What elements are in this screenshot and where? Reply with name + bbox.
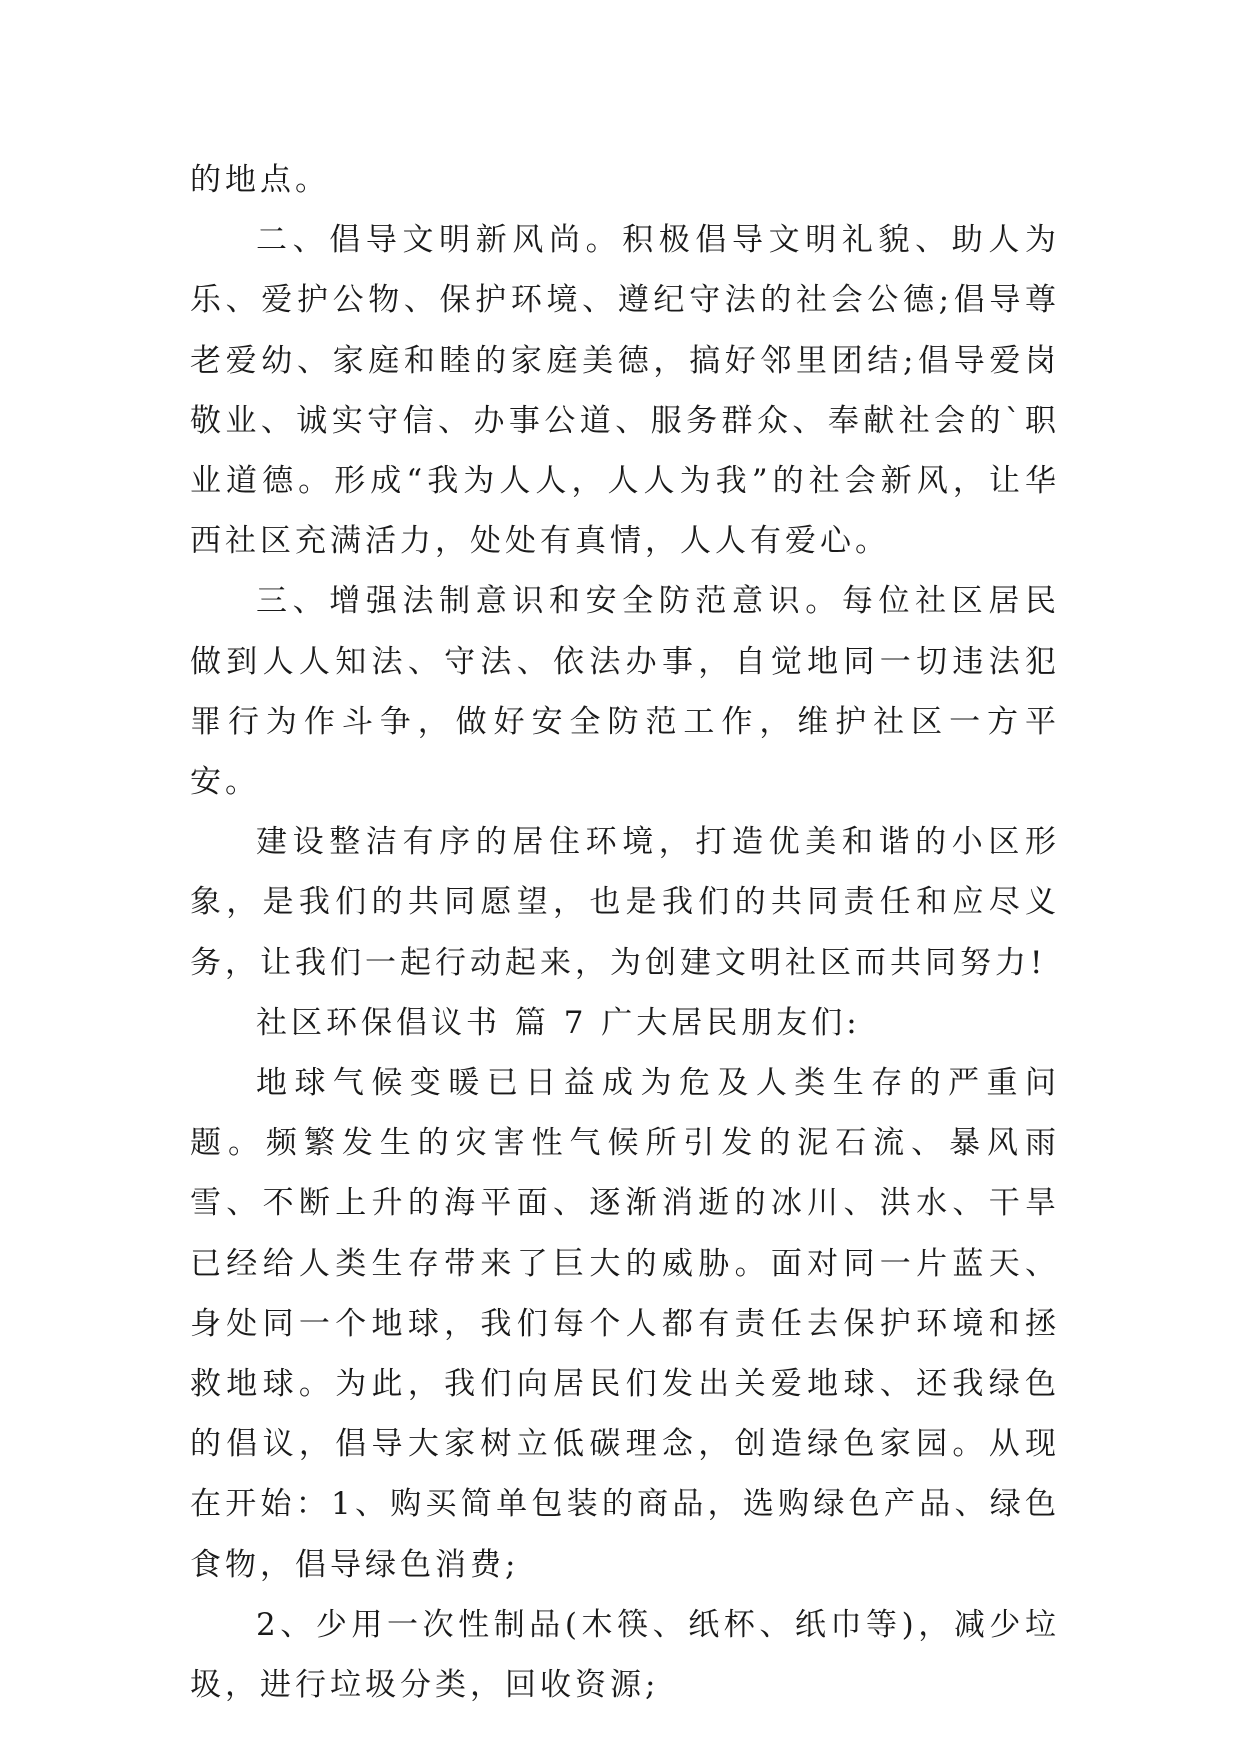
paragraph-2: 二、倡导文明新风尚。积极倡导文明礼貌、助人为乐、爱护公物、保护环境、遵纪守法的社会公德;倡导尊老爱幼、家庭和睦的家庭美德，搞好邻里团结;倡导爱岗敬业、诚实守信、办事公道、服务群众、奉献社会的`职业道德。形成“我为人人，人人为我”的社会新风，让华西社区充满活力，处处有真情，人人有爱心。 xyxy=(190,222,1060,560)
paragraph-5: 社区环保倡议书 篇 7 广大居民朋友们: xyxy=(256,1004,861,1041)
document-body xyxy=(190,150,1060,1715)
paragraph-3: 三、增强法制意识和安全防范意识。每位社区居民做到人人知法、守法、依法办事，自觉地同一切违法犯罪行为作斗争，做好安全防范工作，维护社区一方平安。 xyxy=(190,583,1060,801)
paragraph-4: 建设整洁有序的居住环境，打造优美和谐的小区形象，是我们的共同愿望，也是我们的共同责任和应尽义务，让我们一起行动起来，为创建文明社区而共同努力! xyxy=(190,824,1060,981)
paragraph-6: 地球气候变暖已日益成为危及人类生存的严重问题。频繁发生的灾害性气候所引发的泥石流、暴风雨雪、不断上升的海平面、逐渐消逝的冰川、洪水、干旱已经给人类生存带来了巨大的威胁。面对同一片蓝天、身处同一个地球，我们每个人都有责任去保护环境和拯救地球。为此，我们向居民们发出关爱地球、还我绿色的倡议，倡导大家树立低碳理念，创造绿色家园。从现在开始：1、购买简单包装的商品，选购绿色产品、绿色食物，倡导绿色消费; xyxy=(190,1065,1060,1583)
paragraph-1: 的地点。 xyxy=(190,162,330,198)
paragraph-7: 2、少用一次性制品(木筷、纸杯、纸巾等)，减少垃圾，进行垃圾分类，回收资源; xyxy=(190,1606,1060,1704)
